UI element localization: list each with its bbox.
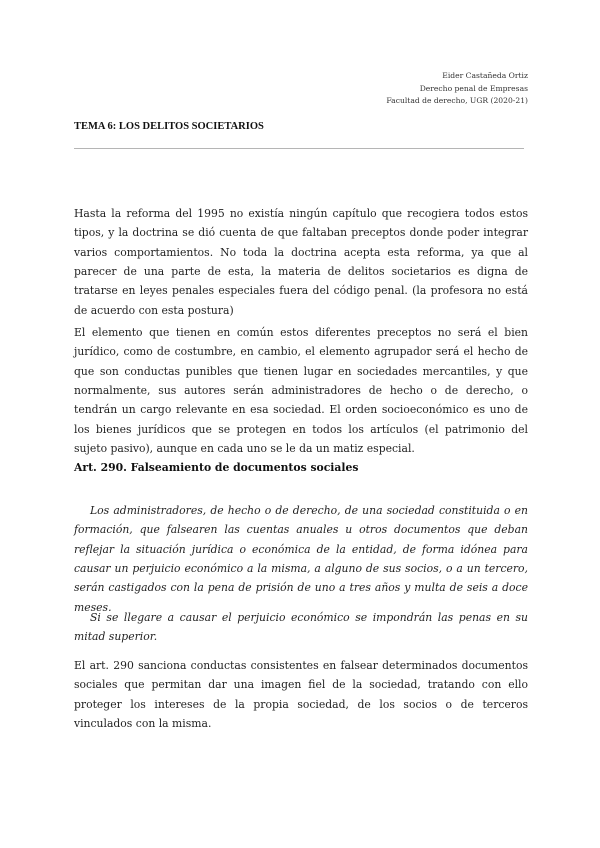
title-divider — [74, 148, 524, 149]
page-header — [386, 70, 528, 108]
article-commentary: El art. 290 sanciona conductas consistentes en falsear determinados documentos sociales que permitan dar una imagen fiel de la sociedad, tratando con ello proteger los intereses de la propia sociedad, de los socios o de terceros vinculados con la misma. — [74, 658, 528, 731]
article-quote-2: Si se llegare a causar el perjuicio económico se impondrán las penas en su mitad superior. — [74, 610, 528, 644]
document-title: TEMA 6: LOS DELITOS SOCIETARIOS — [74, 121, 264, 132]
article-quote-1: Los administradores, de hecho o de derecho, de una sociedad constituida o en formación, que falsearen las cuentas anuales u otros documentos que deban reflejar la situación jurídica o económica de la entidad, de forma idónea para causar un perjuicio económico a la misma, a alguno de sus socios, o a un tercero, serán castigados con la pena de prisión de uno a tres años y multa de seis a doce meses. — [74, 503, 528, 614]
header-author: Eider Castañeda Ortiz — [442, 71, 528, 80]
header-faculty: Facultad de derecho, UGR (2020-21) — [386, 96, 528, 105]
paragraph-common-element: El elemento que tienen en común estos diferentes preceptos no será el bien jurídico, como de costumbre, en cambio, el elemento agrupador será el hecho de que son conductas punibles que tienen lugar en sociedades mercantiles, y que normalmente, sus autores serán administradores de hecho o de derecho, o tendrán un cargo relevante en esa sociedad. El orden socioeconómico es uno de los bienes jurídicos que se protegen en todos los artículos (el patrimonio del sujeto pasivo), aunque en cada uno se le da un matiz especial. — [74, 325, 528, 456]
header-subject: Derecho penal de Empresas — [419, 83, 528, 93]
paragraph-intro: Hasta la reforma del 1995 no existía ningún capítulo que recogiera todos estos tipos, y la doctrina se dió cuenta de que faltaban preceptos donde poder integrar varios comportamientos. No toda la doctrina acepta esta reforma, ya que al parecer de una parte de esta, la materia de delitos societarios es digna de tratarse en leyes penales especiales fuera del código penal. (la profesora no está de acuerdo con esta postura) — [74, 206, 528, 317]
article-heading: Art. 290. Falseamiento de documentos sociales — [74, 461, 359, 474]
